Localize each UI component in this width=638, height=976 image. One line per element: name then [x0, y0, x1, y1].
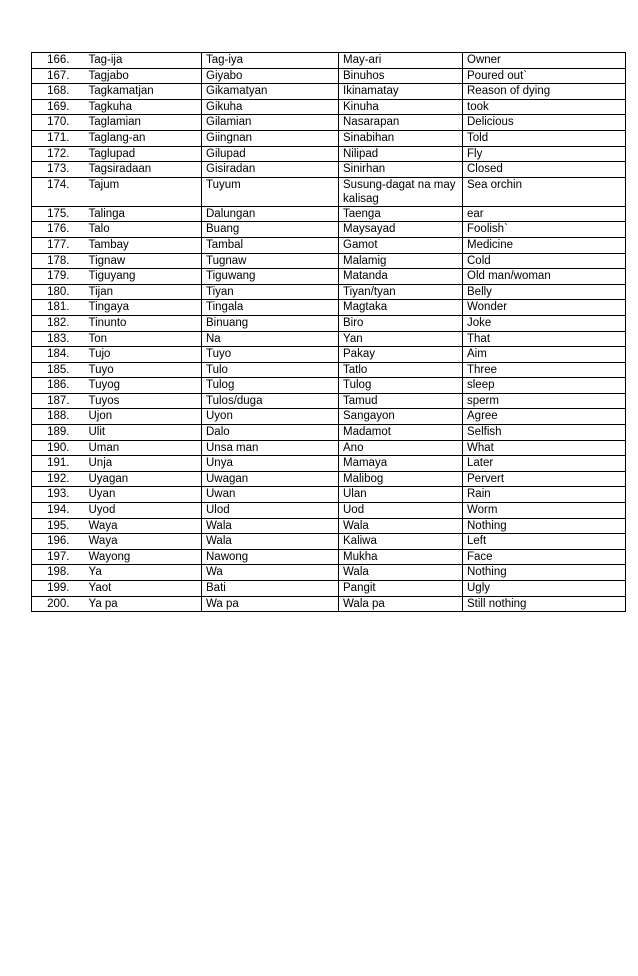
term-column-4-cell: Aim [463, 347, 626, 363]
entry-number-cell: 195. [32, 518, 81, 534]
table-row [32, 565, 626, 581]
term-column-3-cell: Pakay [339, 347, 463, 363]
entry-number-cell: 179. [32, 269, 81, 285]
term-column-1-cell: Tignaw [81, 253, 202, 269]
table-row [32, 53, 626, 69]
term-column-2-cell: Dalo [202, 425, 339, 441]
term-column-1-cell: Ujon [81, 409, 202, 425]
table-row [32, 549, 626, 565]
term-column-3-cell: Nasarapan [339, 115, 463, 131]
term-column-2-cell: Tulos/duga [202, 393, 339, 409]
term-column-4-cell: Fly [463, 146, 626, 162]
table-row [32, 456, 626, 472]
entry-number-cell: 170. [32, 115, 81, 131]
term-column-2-cell: Giyabo [202, 68, 339, 84]
term-column-4-cell: Sea orchin [463, 177, 626, 206]
glossary-table-body [32, 53, 626, 612]
term-column-4-cell: Three [463, 362, 626, 378]
term-column-4-cell: Nothing [463, 565, 626, 581]
term-column-1-cell: Ton [81, 331, 202, 347]
term-column-2-cell: Tambal [202, 237, 339, 253]
term-column-2-cell: Tulog [202, 378, 339, 394]
table-row [32, 440, 626, 456]
term-column-2-cell: Tulo [202, 362, 339, 378]
table-row [32, 99, 626, 115]
entry-number-cell: 184. [32, 347, 81, 363]
term-column-4-cell: Face [463, 549, 626, 565]
table-row [32, 162, 626, 178]
entry-number-cell: 181. [32, 300, 81, 316]
table-row [32, 347, 626, 363]
term-column-3-cell: Uod [339, 503, 463, 519]
table-row [32, 300, 626, 316]
entry-number-cell: 187. [32, 393, 81, 409]
term-column-3-cell: Sangayon [339, 409, 463, 425]
term-column-2-cell: Gisiradan [202, 162, 339, 178]
term-column-3-cell: Maysayad [339, 222, 463, 238]
term-column-2-cell: Tiguwang [202, 269, 339, 285]
term-column-4-cell: Foolish` [463, 222, 626, 238]
term-column-2-cell: Wala [202, 534, 339, 550]
term-column-4-cell: Later [463, 456, 626, 472]
term-column-3-cell: Wala [339, 518, 463, 534]
term-column-4-cell: That [463, 331, 626, 347]
term-column-1-cell: Tagkamatjan [81, 84, 202, 100]
term-column-3-cell: Binuhos [339, 68, 463, 84]
term-column-4-cell: ear [463, 206, 626, 222]
term-column-4-cell: Agree [463, 409, 626, 425]
term-column-2-cell: Gilamian [202, 115, 339, 131]
term-column-1-cell: Uyan [81, 487, 202, 503]
entry-number-cell: 200. [32, 596, 81, 612]
term-column-4-cell: Reason of dying [463, 84, 626, 100]
term-column-2-cell: Na [202, 331, 339, 347]
term-column-4-cell: Nothing [463, 518, 626, 534]
term-column-4-cell: took [463, 99, 626, 115]
term-column-3-cell: Pangit [339, 581, 463, 597]
term-column-4-cell: Medicine [463, 237, 626, 253]
term-column-3-cell: Ikinamatay [339, 84, 463, 100]
entry-number-cell: 177. [32, 237, 81, 253]
entry-number-cell: 188. [32, 409, 81, 425]
table-row [32, 269, 626, 285]
table-row [32, 487, 626, 503]
entry-number-cell: 190. [32, 440, 81, 456]
term-column-2-cell: Gilupad [202, 146, 339, 162]
term-column-2-cell: Gikuha [202, 99, 339, 115]
term-column-3-cell: Kaliwa [339, 534, 463, 550]
term-column-1-cell: Tambay [81, 237, 202, 253]
term-column-4-cell: Old man/woman [463, 269, 626, 285]
term-column-4-cell: Joke [463, 315, 626, 331]
term-column-1-cell: Tagkuha [81, 99, 202, 115]
entry-number-cell: 198. [32, 565, 81, 581]
term-column-1-cell: Tagjabo [81, 68, 202, 84]
table-row [32, 425, 626, 441]
term-column-1-cell: Uyod [81, 503, 202, 519]
term-column-2-cell: Tuyo [202, 347, 339, 363]
term-column-4-cell: sperm [463, 393, 626, 409]
term-column-2-cell: Wala [202, 518, 339, 534]
term-column-3-cell: Ulan [339, 487, 463, 503]
term-column-1-cell: Ya [81, 565, 202, 581]
table-row [32, 206, 626, 222]
table-row [32, 237, 626, 253]
term-column-1-cell: Wayong [81, 549, 202, 565]
term-column-4-cell: Closed [463, 162, 626, 178]
term-column-4-cell: Cold [463, 253, 626, 269]
entry-number-cell: 167. [32, 68, 81, 84]
table-row [32, 284, 626, 300]
term-column-4-cell: Poured out` [463, 68, 626, 84]
table-row [32, 115, 626, 131]
table-row [32, 362, 626, 378]
term-column-2-cell: Tag-iya [202, 53, 339, 69]
entry-number-cell: 180. [32, 284, 81, 300]
table-row [32, 315, 626, 331]
term-column-3-cell: Matanda [339, 269, 463, 285]
entry-number-cell: 172. [32, 146, 81, 162]
term-column-2-cell: Tuyum [202, 177, 339, 206]
term-column-1-cell: Talo [81, 222, 202, 238]
term-column-2-cell: Ulod [202, 503, 339, 519]
table-row [32, 331, 626, 347]
term-column-1-cell: Tuyo [81, 362, 202, 378]
entry-number-cell: 173. [32, 162, 81, 178]
term-column-3-cell: Taenga [339, 206, 463, 222]
term-column-1-cell: Tag-ija [81, 53, 202, 69]
term-column-1-cell: Tagsiradaan [81, 162, 202, 178]
entry-number-cell: 185. [32, 362, 81, 378]
term-column-1-cell: Tuyog [81, 378, 202, 394]
term-column-4-cell: What [463, 440, 626, 456]
table-row [32, 177, 626, 206]
entry-number-cell: 194. [32, 503, 81, 519]
entry-number-cell: 189. [32, 425, 81, 441]
term-column-3-cell: Malibog [339, 471, 463, 487]
term-column-1-cell: Yaot [81, 581, 202, 597]
term-column-3-cell: Nilipad [339, 146, 463, 162]
entry-number-cell: 197. [32, 549, 81, 565]
term-column-2-cell: Giingnan [202, 130, 339, 146]
entry-number-cell: 168. [32, 84, 81, 100]
term-column-2-cell: Binuang [202, 315, 339, 331]
term-column-3-cell: Sinabihan [339, 130, 463, 146]
term-column-1-cell: Tijan [81, 284, 202, 300]
term-column-2-cell: Tugnaw [202, 253, 339, 269]
term-column-3-cell: Biro [339, 315, 463, 331]
term-column-3-cell: Gamot [339, 237, 463, 253]
table-row [32, 84, 626, 100]
term-column-1-cell: Talinga [81, 206, 202, 222]
term-column-3-cell: Kinuha [339, 99, 463, 115]
table-row [32, 253, 626, 269]
term-column-4-cell: sleep [463, 378, 626, 394]
term-column-3-cell: Magtaka [339, 300, 463, 316]
term-column-1-cell: Tajum [81, 177, 202, 206]
table-row [32, 130, 626, 146]
term-column-4-cell: Left [463, 534, 626, 550]
term-column-2-cell: Gikamatyan [202, 84, 339, 100]
term-column-3-cell: May-ari [339, 53, 463, 69]
term-column-2-cell: Uwagan [202, 471, 339, 487]
term-column-2-cell: Wa [202, 565, 339, 581]
table-row [32, 68, 626, 84]
term-column-4-cell: Worm [463, 503, 626, 519]
term-column-3-cell: Wala pa [339, 596, 463, 612]
term-column-2-cell: Uwan [202, 487, 339, 503]
table-row [32, 596, 626, 612]
term-column-2-cell: Bati [202, 581, 339, 597]
table-row [32, 471, 626, 487]
table-row [32, 503, 626, 519]
term-column-2-cell: Buang [202, 222, 339, 238]
term-column-1-cell: Tiguyang [81, 269, 202, 285]
term-column-4-cell: Owner [463, 53, 626, 69]
term-column-1-cell: Taglupad [81, 146, 202, 162]
term-column-1-cell: Waya [81, 534, 202, 550]
term-column-1-cell: Tujo [81, 347, 202, 363]
term-column-3-cell: Ano [339, 440, 463, 456]
table-row [32, 378, 626, 394]
term-column-4-cell: Still nothing [463, 596, 626, 612]
entry-number-cell: 166. [32, 53, 81, 69]
entry-number-cell: 191. [32, 456, 81, 472]
term-column-4-cell: Delicious [463, 115, 626, 131]
term-column-4-cell: Wonder [463, 300, 626, 316]
term-column-2-cell: Dalungan [202, 206, 339, 222]
entry-number-cell: 171. [32, 130, 81, 146]
term-column-1-cell: Tuyos [81, 393, 202, 409]
entry-number-cell: 183. [32, 331, 81, 347]
entry-number-cell: 182. [32, 315, 81, 331]
glossary-table [31, 52, 626, 612]
table-row [32, 409, 626, 425]
entry-number-cell: 192. [32, 471, 81, 487]
term-column-3-cell: Tiyan/tyan [339, 284, 463, 300]
entry-number-cell: 169. [32, 99, 81, 115]
term-column-4-cell: Belly [463, 284, 626, 300]
table-row [32, 581, 626, 597]
table-row [32, 222, 626, 238]
entry-number-cell: 186. [32, 378, 81, 394]
term-column-3-cell: Mukha [339, 549, 463, 565]
term-column-1-cell: Unja [81, 456, 202, 472]
term-column-4-cell: Rain [463, 487, 626, 503]
term-column-2-cell: Tiyan [202, 284, 339, 300]
entry-number-cell: 175. [32, 206, 81, 222]
term-column-3-cell: Madamot [339, 425, 463, 441]
entry-number-cell: 193. [32, 487, 81, 503]
term-column-1-cell: Taglang-an [81, 130, 202, 146]
term-column-1-cell: Tinunto [81, 315, 202, 331]
table-row [32, 534, 626, 550]
term-column-2-cell: Unya [202, 456, 339, 472]
table-row [32, 146, 626, 162]
term-column-2-cell: Unsa man [202, 440, 339, 456]
term-column-1-cell: Uyagan [81, 471, 202, 487]
term-column-3-cell: Malamig [339, 253, 463, 269]
entry-number-cell: 199. [32, 581, 81, 597]
entry-number-cell: 196. [32, 534, 81, 550]
term-column-2-cell: Wa pa [202, 596, 339, 612]
term-column-1-cell: Ulit [81, 425, 202, 441]
term-column-1-cell: Ya pa [81, 596, 202, 612]
term-column-3-cell: Tatlo [339, 362, 463, 378]
entry-number-cell: 174. [32, 177, 81, 206]
entry-number-cell: 178. [32, 253, 81, 269]
term-column-4-cell: Selfish [463, 425, 626, 441]
term-column-1-cell: Uman [81, 440, 202, 456]
term-column-2-cell: Uyon [202, 409, 339, 425]
entry-number-cell: 176. [32, 222, 81, 238]
term-column-3-cell: Wala [339, 565, 463, 581]
term-column-3-cell: Sinirhan [339, 162, 463, 178]
term-column-3-cell: Tulog [339, 378, 463, 394]
table-row [32, 393, 626, 409]
term-column-3-cell: Tamud [339, 393, 463, 409]
term-column-2-cell: Nawong [202, 549, 339, 565]
table-row [32, 518, 626, 534]
term-column-1-cell: Tingaya [81, 300, 202, 316]
term-column-2-cell: Tingala [202, 300, 339, 316]
term-column-4-cell: Told [463, 130, 626, 146]
term-column-3-cell: Yan [339, 331, 463, 347]
term-column-1-cell: Waya [81, 518, 202, 534]
term-column-3-cell: Mamaya [339, 456, 463, 472]
term-column-4-cell: Ugly [463, 581, 626, 597]
term-column-1-cell: Taglamian [81, 115, 202, 131]
term-column-3-cell: Susung-dagat na may kalisag [339, 177, 463, 206]
term-column-4-cell: Pervert [463, 471, 626, 487]
